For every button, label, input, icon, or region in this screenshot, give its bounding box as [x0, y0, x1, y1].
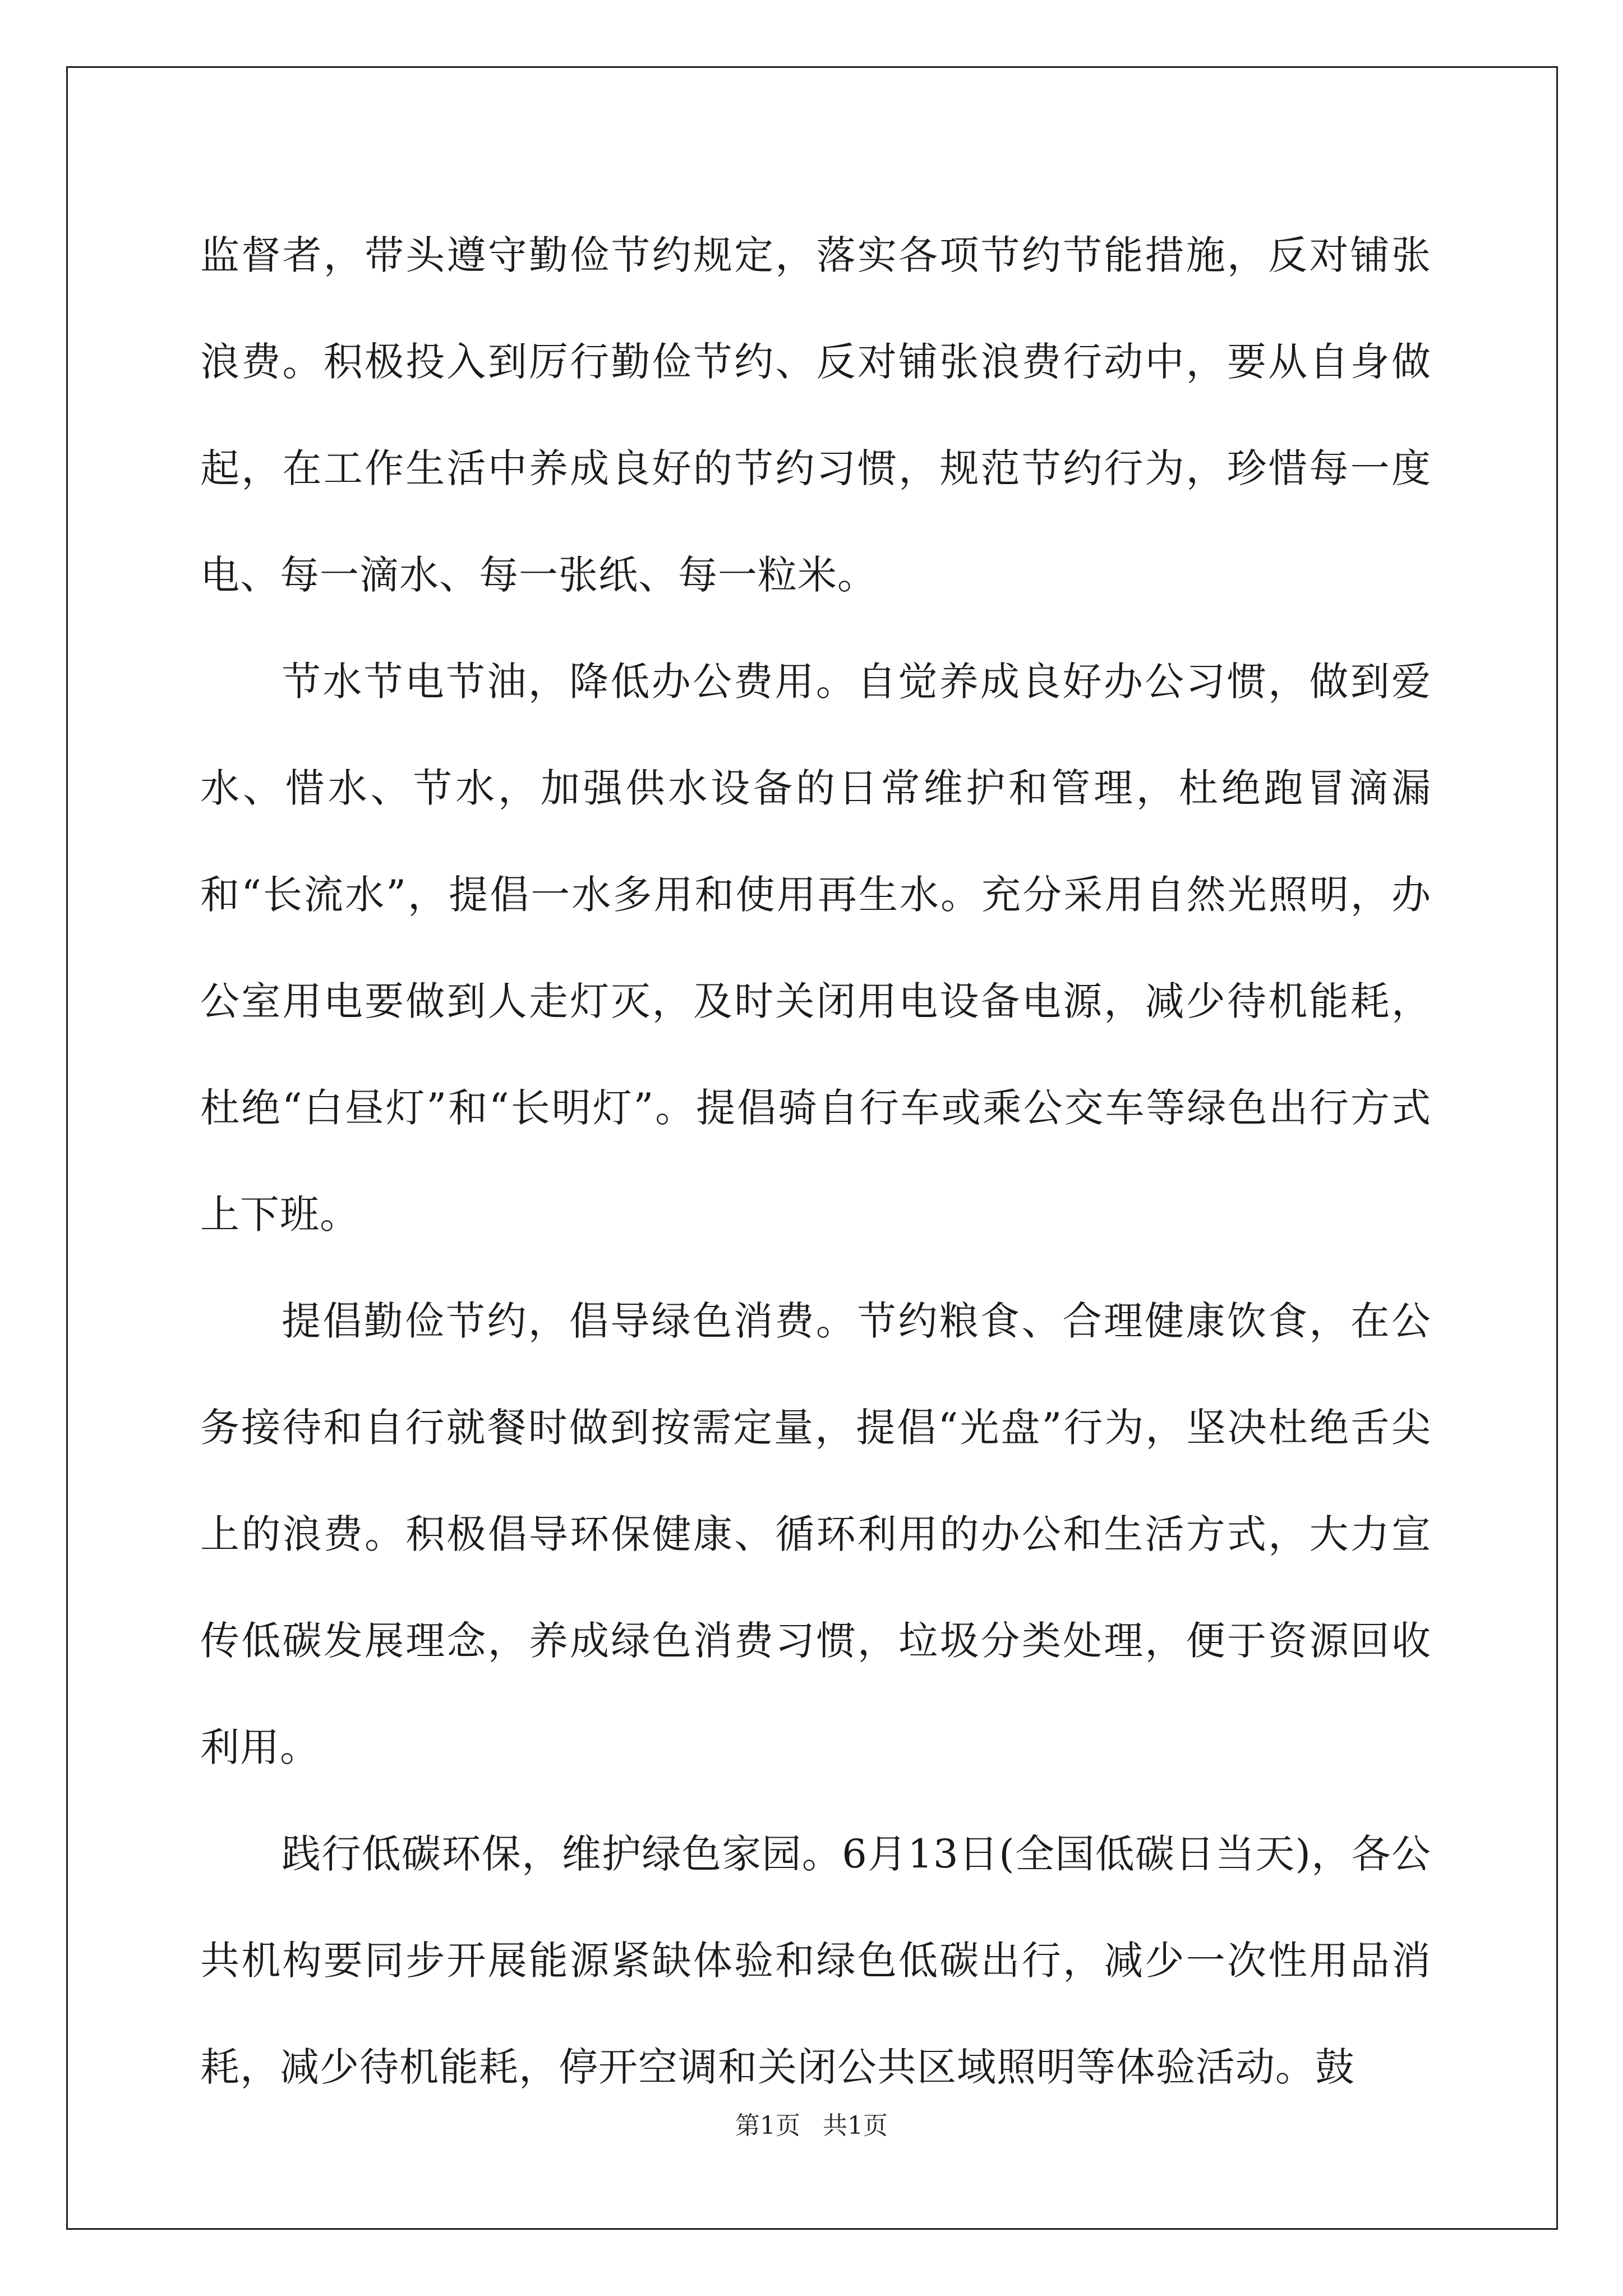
- document-body: [200, 202, 1431, 2120]
- page-total: 共1页: [823, 2111, 888, 2140]
- paragraph-low-carbon: 践行低碳环保，维护绿色家园。6月13日(全国低碳日当天)，各公共机构要同步开展能源紧缺体验和绿色低碳出行，减少一次性用品消耗，减少待机能耗，停开空调和关闭公共区域照明等体验活动。鼓: [200, 1831, 1431, 2090]
- paragraph-green-consumption: 提倡勤俭节约，倡导绿色消费。节约粮食、合理健康饮食，在公务接待和自行就餐时做到按需定量，提倡“光盘”行为，坚决杜绝舌尖上的浪费。积极倡导环保健康、循环利用的办公和生活方式，大力宣传低碳发展理念，养成绿色消费习惯，垃圾分类处理，便于资源回收利用。: [200, 1298, 1431, 1770]
- paragraph-continued: 监督者，带头遵守勤俭节约规定，落实各项节约节能措施，反对铺张浪费。积极投入到厉行勤俭节约、反对铺张浪费行动中，要从自身做起，在工作生活中养成良好的节约习惯，规范节约行为，珍惜每一度电、每一滴水、每一张纸、每一粒米。: [200, 232, 1431, 598]
- page-number: 第1页: [735, 2111, 800, 2140]
- page-footer: [0, 2109, 1623, 2143]
- paragraph-water-electricity: 节水节电节油，降低办公费用。自觉养成良好办公习惯，做到爱水、惜水、节水，加强供水设备的日常维护和管理，杜绝跑冒滴漏和“长流水”，提倡一水多用和使用再生水。充分采用自然光照明，办公室用电要做到人走灯灭，及时关闭用电设备电源，减少待机能耗，杜绝“白昼灯”和“长明灯”。提倡骑自行车或乘公交车等绿色出行方式上下班。: [200, 659, 1431, 1237]
